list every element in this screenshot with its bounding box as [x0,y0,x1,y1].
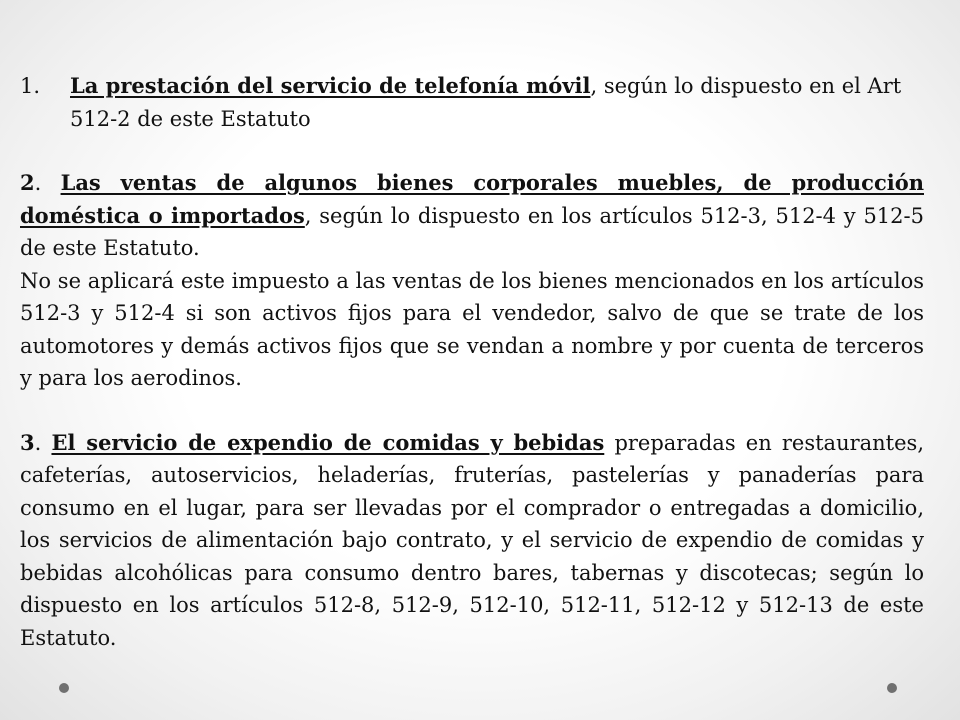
item-2-title: Las ventas de algunos bienes corporales muebles, de producción doméstica o importados [20,170,924,228]
item-1-title: La prestación del servicio de telefonía móvil [70,73,591,98]
item-3-separator: . [34,430,52,455]
item-1-number: 1. [20,74,41,98]
item-2-text: , según lo dispuesto en los artículos 512-3, 512-4 y 512-5 de este Estatuto. [20,203,924,260]
item-1-body [70,70,924,135]
item-3-text: preparadas en restaurantes, cafeterías, autoservicios, heladerías, fruterías, pastelerías y panaderías para consumo en el lugar, para ser llevadas por el comprador o entregadas a domicilio, los servicios de alimentación bajo contrato, y el servicio de expendio de comidas y bebidas alcohólicas para consumo dentro bares, tabernas y discotecas; según lo dispuesto en los artículos 512-8, 512-9, 512-10, 512-11, 512-12 y 512-13 de este Estatuto. [20,430,925,650]
item-3-number: 3 [20,429,35,455]
item-2-paragraph [20,167,924,265]
item-2-separator: . [34,171,61,195]
item-1-text: , según lo dispuesto en el Art 512-2 de este Estatuto [70,74,902,131]
item-2-number: 2 [20,170,35,195]
item-3-paragraph [20,427,924,655]
item-2-note: No se aplicará este impuesto a las ventas de los bienes mencionados en los artículos 512-3 y 512-4 si son activos fijos para el vendedor, salvo de que se trate de los automotores y demás activos fijos que se vendan a nombre y por cuenta de terceros y para los aerodinos. [20,268,924,390]
decorative-dot-left [59,683,69,693]
slide-content [20,70,924,654]
list-item-1 [20,70,924,135]
item-3-title: El servicio de expendio de comidas y bebidas [51,429,605,455]
spacer [20,135,924,167]
spacer [20,395,924,427]
decorative-dot-right [887,683,897,693]
